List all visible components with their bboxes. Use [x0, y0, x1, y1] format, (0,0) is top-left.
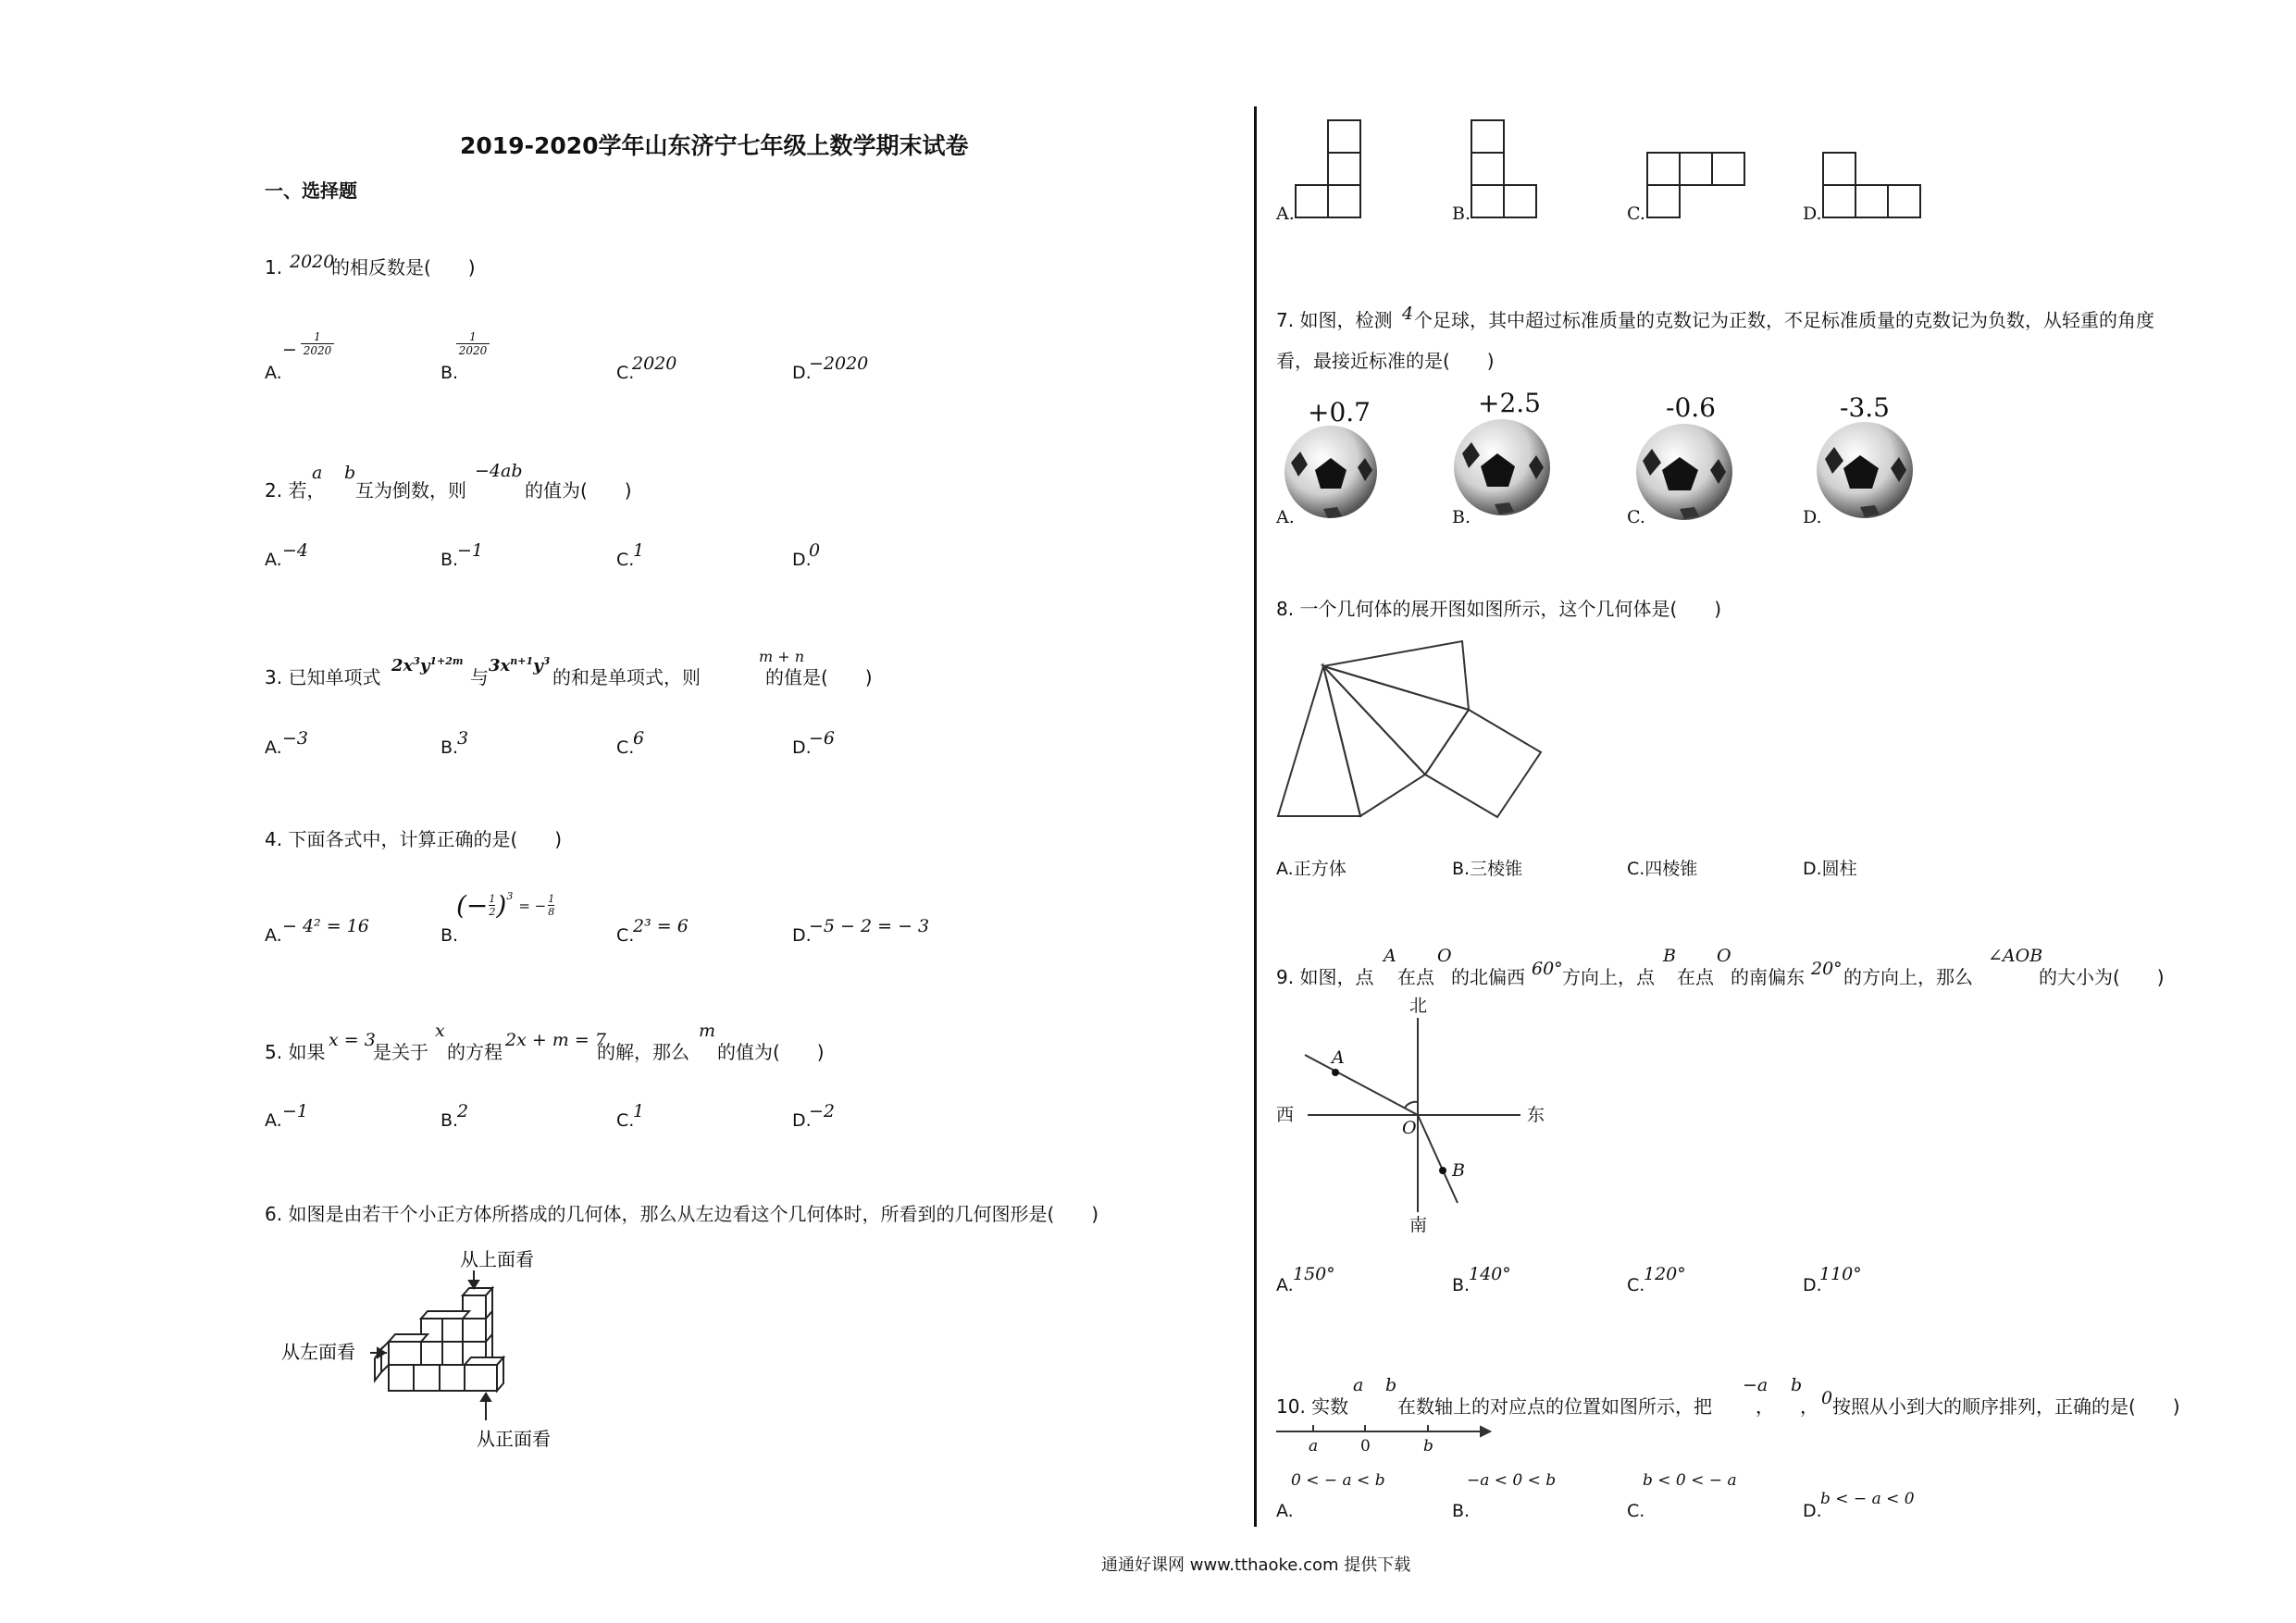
q9-O: O — [1437, 946, 1452, 966]
q6-label-front: 从正面看 — [477, 1428, 551, 1450]
q6-options — [1272, 116, 1939, 227]
q2-number: 2. 若， — [265, 479, 326, 502]
ball-4-label: -3.5 — [1840, 392, 1890, 423]
q2-option-d: 0 — [809, 540, 821, 561]
q10-option-a-label: A. — [1276, 1501, 1294, 1521]
q10-option-d-label: D. — [1803, 1501, 1822, 1521]
q1-number: 1. — [265, 256, 283, 279]
q6-option-a-label: A. — [1276, 204, 1295, 224]
q4-b-close: ) — [496, 890, 507, 921]
q2-tail: 的值为( ) — [525, 479, 632, 502]
q1-option-a-fraction — [301, 330, 334, 357]
q3-mono1-xexp: 3 — [413, 655, 420, 667]
q3-tail1: 的和是单项式，则 — [552, 666, 701, 688]
q3-option-a-label: A. — [265, 737, 282, 758]
q7-text3: 看，最接近标准的是( ) — [1276, 350, 1495, 372]
section-heading: 一、选择题 — [265, 180, 357, 202]
q1-option-b-label: B. — [441, 363, 459, 383]
q6-label-top: 从上面看 — [460, 1248, 534, 1270]
q10-b: b — [1385, 1375, 1397, 1395]
q7-ball-figures — [1272, 389, 1939, 537]
q5-option-a-label: A. — [265, 1110, 282, 1131]
q9-A: A — [1384, 946, 1396, 966]
q3-option-b: 3 — [457, 728, 469, 749]
q9-t7: 的方向上，那么 — [1843, 966, 1973, 988]
q4-b-num: 1 — [489, 893, 496, 905]
q1-b-denominator: 2020 — [456, 343, 490, 357]
q3-mono1-coef: 2x — [391, 656, 414, 675]
q3-mono2-yexp: 3 — [542, 655, 551, 667]
q7-text2: 个足球，其中超过标准质量的克数记为正数，不足标准质量的克数记为负数，从轻重的角度 — [1414, 309, 2154, 331]
q8-option-a: A.正方体 — [1276, 859, 1347, 879]
q9-option-a-label: A. — [1276, 1275, 1294, 1295]
q4-option-d-label: D. — [792, 925, 812, 946]
q8-option-d: D.圆柱 — [1803, 859, 1857, 879]
q2-mid: 互为倒数，则 — [355, 479, 466, 502]
q10-t1: 10. 实数 — [1276, 1395, 1349, 1418]
q4-b-eq: = − — [518, 897, 547, 914]
q3-monomial-2 — [489, 655, 550, 675]
q9-t2: 在点 — [1397, 966, 1434, 988]
q9-deg2: 20° — [1811, 959, 1843, 979]
q3-mono2-y: y — [533, 656, 543, 675]
ball-2 — [1454, 419, 1550, 515]
compass-east: 东 — [1527, 1105, 1545, 1125]
q5-tail: 的值为( ) — [717, 1041, 825, 1063]
q5-var: x — [435, 1021, 445, 1041]
point-b — [1439, 1167, 1446, 1174]
q2-var-a: a — [312, 463, 323, 483]
q4-option-b — [456, 890, 554, 921]
q7-option-c-label: C. — [1627, 507, 1645, 527]
q1-b-numerator: 1 — [469, 330, 477, 343]
q10-t3: 按照从小到大的顺序排列，正确的是( ) — [1832, 1395, 2180, 1418]
q9-option-b: 140° — [1469, 1264, 1511, 1284]
q4-text: 4. 下面各式中，计算正确的是( ) — [265, 828, 563, 850]
q9-O2: O — [1717, 946, 1731, 966]
q2-option-a: −4 — [282, 540, 309, 561]
ball-2-label: +2.5 — [1478, 389, 1541, 418]
q3-mono1-yexp: 1+2m — [429, 655, 464, 667]
q8-net-figure — [1272, 634, 1550, 824]
q3-mono2-xexp: n+1 — [510, 655, 534, 667]
q2-option-b-label: B. — [441, 550, 459, 570]
q5-option-b-label: B. — [441, 1110, 459, 1131]
q2-option-d-label: D. — [792, 550, 812, 570]
q1-a-numerator: 1 — [314, 330, 321, 343]
q1-expr: 2020 — [290, 252, 335, 272]
q9-option-d: 110° — [1819, 1264, 1862, 1284]
q4-b-rnum: 1 — [548, 893, 555, 905]
q10-axis — [1272, 1420, 1495, 1457]
q10-option-a: 0 < − a < b — [1291, 1471, 1385, 1490]
q3-option-b-label: B. — [441, 737, 459, 758]
q9-t8: 的大小为( ) — [2039, 966, 2165, 988]
q1-text: 的相反数是( ) — [331, 256, 476, 279]
q3-option-d-label: D. — [792, 737, 812, 758]
q4-b-exp: 3 — [506, 890, 514, 902]
q10-zero: 0 — [1821, 1388, 1833, 1408]
q2-var-b: b — [344, 463, 356, 483]
q10-comma1: ， — [1756, 1395, 1774, 1418]
q10-comma2: ， — [1800, 1395, 1818, 1418]
q9-deg1: 60° — [1532, 959, 1563, 979]
page-title: 2019-2020学年山东济宁七年级上数学期末试卷 — [460, 132, 969, 159]
q9-option-a: 150° — [1293, 1264, 1335, 1284]
q10-option-b: −a < 0 < b — [1467, 1471, 1557, 1490]
q9-compass-figure — [1272, 995, 1569, 1235]
q6-text: 6. 如图是由若干个小正方体所搭成的几何体，那么从左边看这个几何体时，所看到的几何图形是( ) — [265, 1203, 1099, 1225]
compass-label-b: B — [1452, 1160, 1465, 1181]
q1-option-b-fraction — [456, 330, 490, 357]
q10-option-d: b < − a < 0 — [1820, 1490, 1915, 1508]
q9-t5: 在点 — [1677, 966, 1714, 988]
q3-tail2: 的值是( ) — [765, 666, 873, 688]
q2-option-a-label: A. — [265, 550, 282, 570]
q10-option-c: b < 0 < − a — [1643, 1471, 1737, 1490]
compass-label-a: A — [1332, 1047, 1345, 1068]
q5-option-c: 1 — [633, 1101, 645, 1121]
q1-option-d-label: D. — [792, 363, 812, 383]
ball-3 — [1636, 424, 1732, 520]
q9-B: B — [1663, 946, 1676, 966]
q9-t6: 的南偏东 — [1731, 966, 1805, 988]
q6-cube-stack — [278, 1240, 574, 1453]
q1-a-denominator: 2020 — [301, 343, 334, 357]
q3-expr: m + n — [759, 648, 805, 665]
q4-option-a-label: A. — [265, 925, 282, 946]
q2-expr: −4ab — [475, 461, 523, 481]
q8-option-b: B.三棱锥 — [1452, 859, 1523, 879]
ball-3-label: -0.6 — [1666, 392, 1716, 423]
page-footer: 通通好课网 www.tthaoke.com 提供下载 — [1101, 1555, 1411, 1575]
q10-option-c-label: C. — [1627, 1501, 1645, 1521]
q3-option-c-label: C. — [616, 737, 635, 758]
q3-option-d: −6 — [809, 728, 836, 749]
q6-option-d-label: D. — [1803, 204, 1822, 224]
q1-option-a-sign: − — [282, 340, 297, 360]
q2-option-b: −1 — [457, 540, 484, 561]
q6-cube-figure — [278, 1240, 574, 1453]
q3-option-c: 6 — [633, 728, 645, 749]
q5-mid2: 的方程 — [447, 1041, 503, 1063]
q8-text: 8. 一个几何体的展开图如图所示，这个几何体是( ) — [1276, 598, 1722, 620]
q9-t3: 的北偏西 — [1451, 966, 1525, 988]
axis-label-a: a — [1309, 1437, 1319, 1456]
q4-option-d: −5 − 2 = − 3 — [809, 916, 930, 936]
q4-option-c: 2³ = 6 — [633, 916, 689, 936]
q10-neg-a: −a — [1743, 1375, 1769, 1395]
q5-option-c-label: C. — [616, 1110, 635, 1131]
q9-option-c: 120° — [1644, 1264, 1686, 1284]
q7-option-b-label: B. — [1452, 507, 1471, 527]
q4-option-c-label: C. — [616, 925, 635, 946]
q7-option-d-label: D. — [1803, 507, 1822, 527]
q10-a: a — [1353, 1375, 1364, 1395]
q5-option-b: 2 — [457, 1101, 469, 1121]
compass-west: 西 — [1276, 1105, 1295, 1125]
q7-option-a-label: A. — [1276, 507, 1295, 527]
q9-option-b-label: B. — [1452, 1275, 1471, 1295]
q3-mid: 与 — [470, 666, 489, 688]
column-divider — [1254, 106, 1257, 1527]
q5-cond: x = 3 — [329, 1030, 376, 1050]
point-a — [1332, 1069, 1339, 1076]
q3-mono2-coef: 3x — [489, 656, 511, 675]
compass-south: 南 — [1409, 1215, 1428, 1235]
q9-option-c-label: C. — [1627, 1275, 1645, 1295]
q1-option-d: −2020 — [809, 353, 869, 374]
q7-count: 4 — [1402, 304, 1414, 324]
q5-m: m — [699, 1021, 716, 1041]
ball-1-label: +0.7 — [1308, 397, 1371, 427]
q8-net — [1272, 634, 1550, 824]
compass-north: 北 — [1409, 996, 1428, 1016]
q4-b-den: 2 — [489, 906, 496, 918]
ball-4 — [1817, 422, 1913, 518]
q4-b-open: (− — [456, 890, 489, 921]
q1-option-a-label: A. — [265, 363, 282, 383]
q9-option-d-label: D. — [1803, 1275, 1822, 1295]
axis-label-zero: 0 — [1360, 1437, 1371, 1456]
q4-option-a: − 4² = 16 — [282, 916, 369, 936]
q10-t2: 在数轴上的对应点的位置如图所示，把 — [1397, 1395, 1712, 1418]
q10-b2: b — [1791, 1375, 1803, 1395]
q4-b-rden: 8 — [548, 906, 555, 918]
q5-mid1: 是关于 — [373, 1041, 428, 1063]
compass-origin: O — [1402, 1118, 1417, 1138]
q7-balls — [1272, 389, 1939, 537]
q5-option-d-label: D. — [792, 1110, 812, 1131]
q2-option-c-label: C. — [616, 550, 635, 570]
q6-option-figures — [1272, 116, 1939, 227]
q4-option-b-label: B. — [441, 925, 459, 946]
q5-option-a: −1 — [282, 1101, 309, 1121]
q6-label-left: 从左面看 — [281, 1341, 355, 1363]
q9-t1: 9. 如图，点 — [1276, 966, 1374, 988]
q1-option-c: 2020 — [632, 353, 677, 374]
q5-mid3: 的解，那么 — [597, 1041, 689, 1063]
q5-number: 5. 如果 — [265, 1041, 326, 1063]
q7-text1: 7. 如图，检测 — [1276, 309, 1393, 331]
q3-option-a: −3 — [282, 728, 309, 749]
q9-compass — [1272, 995, 1569, 1235]
ball-1 — [1285, 426, 1377, 518]
q5-option-d: −2 — [809, 1101, 836, 1121]
q8-option-c: C.四棱锥 — [1627, 859, 1698, 879]
q3-monomial-1 — [391, 655, 464, 675]
q9-angle: ∠AOB — [1988, 946, 2043, 966]
q5-equation: 2x + m = 7 — [505, 1030, 606, 1050]
q6-option-c-label: C. — [1627, 204, 1645, 224]
q3-number: 3. 已知单项式 — [265, 666, 381, 688]
q1-option-c-label: C. — [616, 363, 635, 383]
q10-number-line — [1272, 1420, 1495, 1457]
q6-option-b-label: B. — [1452, 204, 1471, 224]
axis-label-b: b — [1423, 1437, 1433, 1456]
q2-option-c: 1 — [633, 540, 645, 561]
q9-t4: 方向上，点 — [1562, 966, 1655, 988]
q3-mono1-y: y — [419, 656, 430, 675]
q10-option-b-label: B. — [1452, 1501, 1471, 1521]
